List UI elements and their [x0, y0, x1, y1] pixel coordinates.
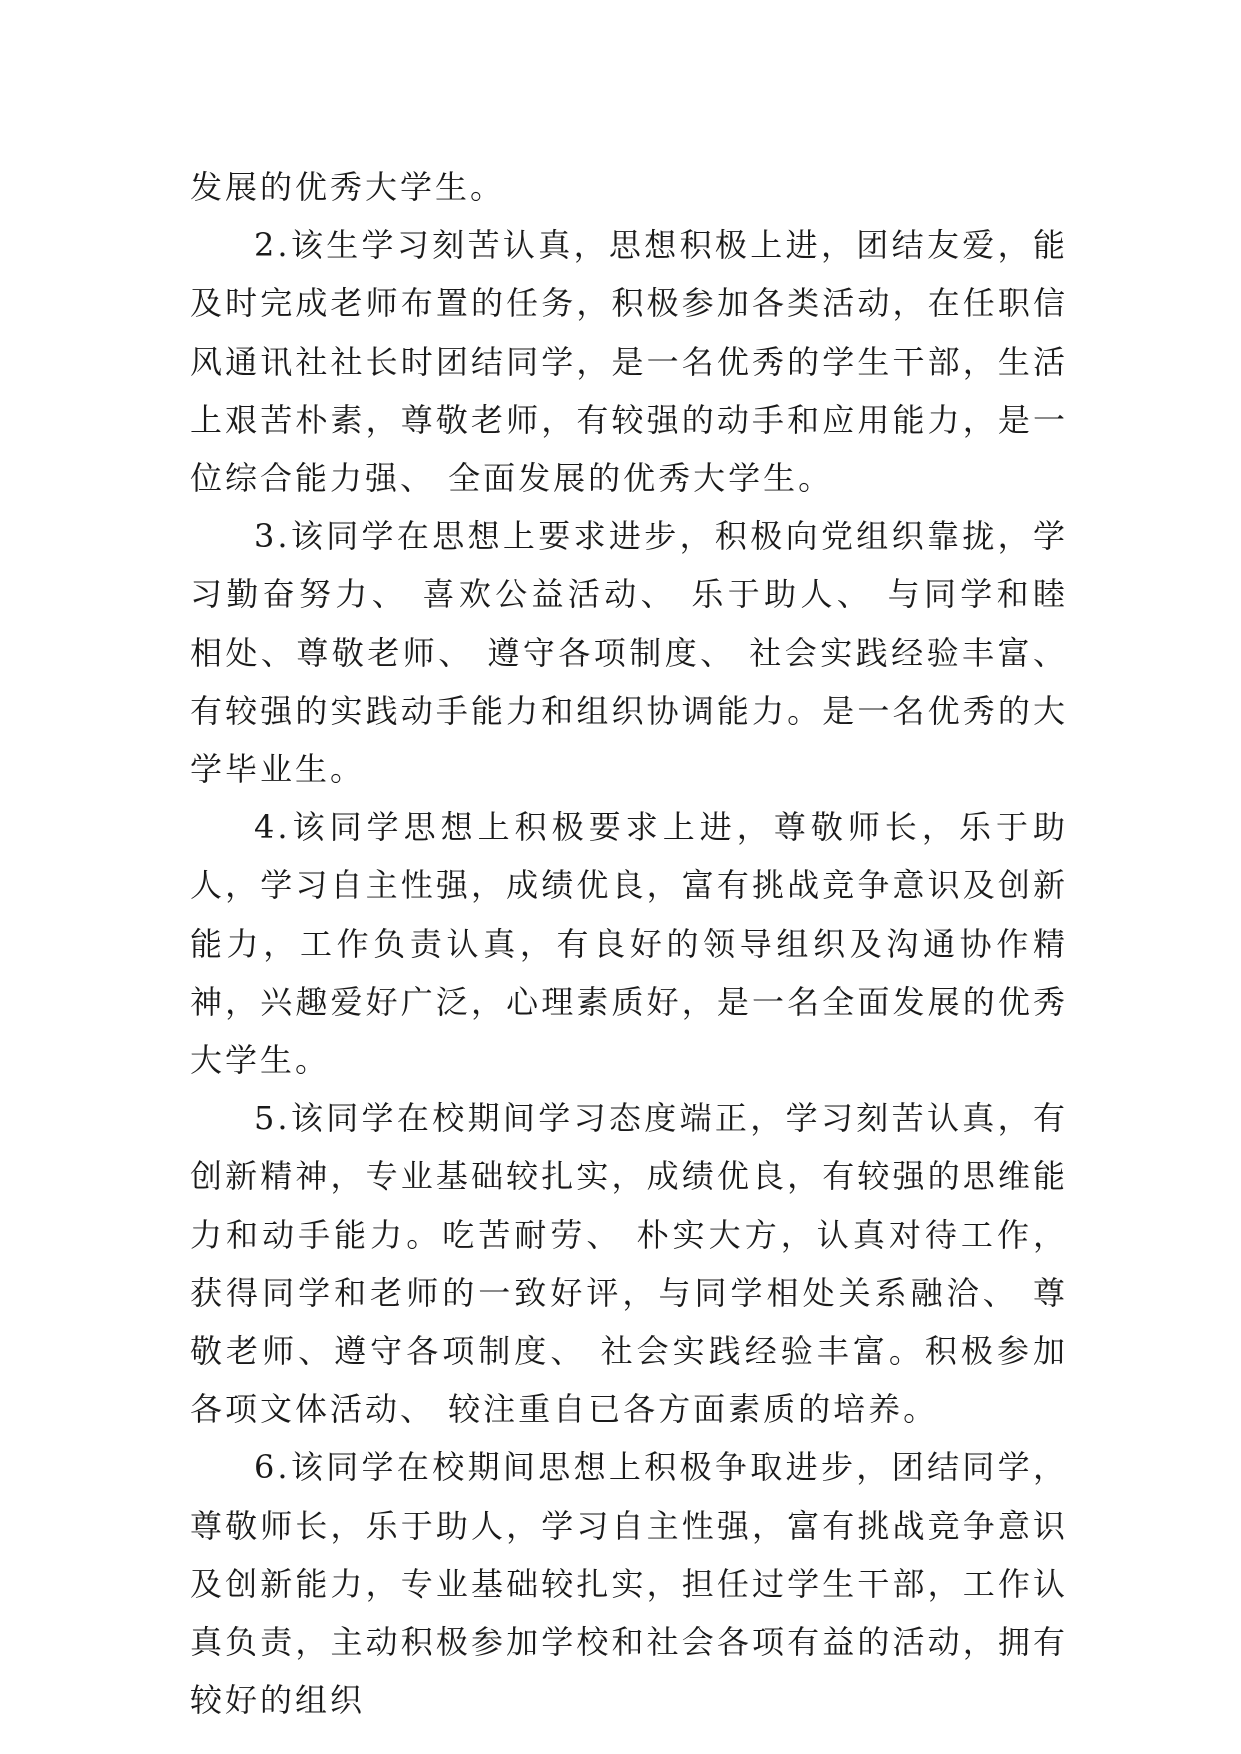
- paragraph-item-4: 4.该同学思想上积极要求上进，尊敬师长，乐于助人，学习自主性强，成绩优良，富有挑战竞争意识及创新能力，工作负责认真，有良好的领导组织及沟通协作精神，兴趣爱好广泛，心理素质好，是一名全面发展的优秀大学生。: [190, 808, 1068, 1080]
- paragraph-item-2: 2.该生学习刻苦认真，思想积极上进，团结友爱，能及时完成老师布置的任务，积极参加各类活动，在任职信风通讯社社长时团结同学，是一名优秀的学生干部，生活上艰苦朴素，尊敬老师，有较强的动手和应用能力，是一位综合能力强、 全面发展的优秀大学生。: [190, 226, 1068, 498]
- document-body: [190, 158, 1068, 1729]
- paragraph-item-5: 5.该同学在校期间学习态度端正，学习刻苦认真，有创新精神，专业基础较扎实，成绩优良，有较强的思维能力和动手能力。吃苦耐劳、 朴实大方，认真对待工作，获得同学和老师的一致好评，与同学相处关系融洽、 尊敬老师、遵守各项制度、 社会实践经验丰富。积极参加各项文体活动、 较注重自已各方面素质的培养。: [190, 1099, 1068, 1429]
- paragraph-item-6: 6.该同学在校期间思想上积极争取进步，团结同学，尊敬师长，乐于助人，学习自主性强，富有挑战竞争意识及创新能力，专业基础较扎实，担任过学生干部，工作认真负责，主动积极参加学校和社会各项有益的活动，拥有较好的组织: [190, 1448, 1068, 1720]
- paragraph-item-3: 3.该同学在思想上要求进步，积极向党组织靠拢，学习勤奋努力、 喜欢公益活动、 乐于助人、 与同学和睦相处、尊敬老师、 遵守各项制度、 社会实践经验丰富、 有较强的实践动手能力和组织协调能力。是一名优秀的大学毕业生。: [190, 517, 1068, 789]
- paragraph-continuation: 发展的优秀大学生。: [190, 168, 506, 206]
